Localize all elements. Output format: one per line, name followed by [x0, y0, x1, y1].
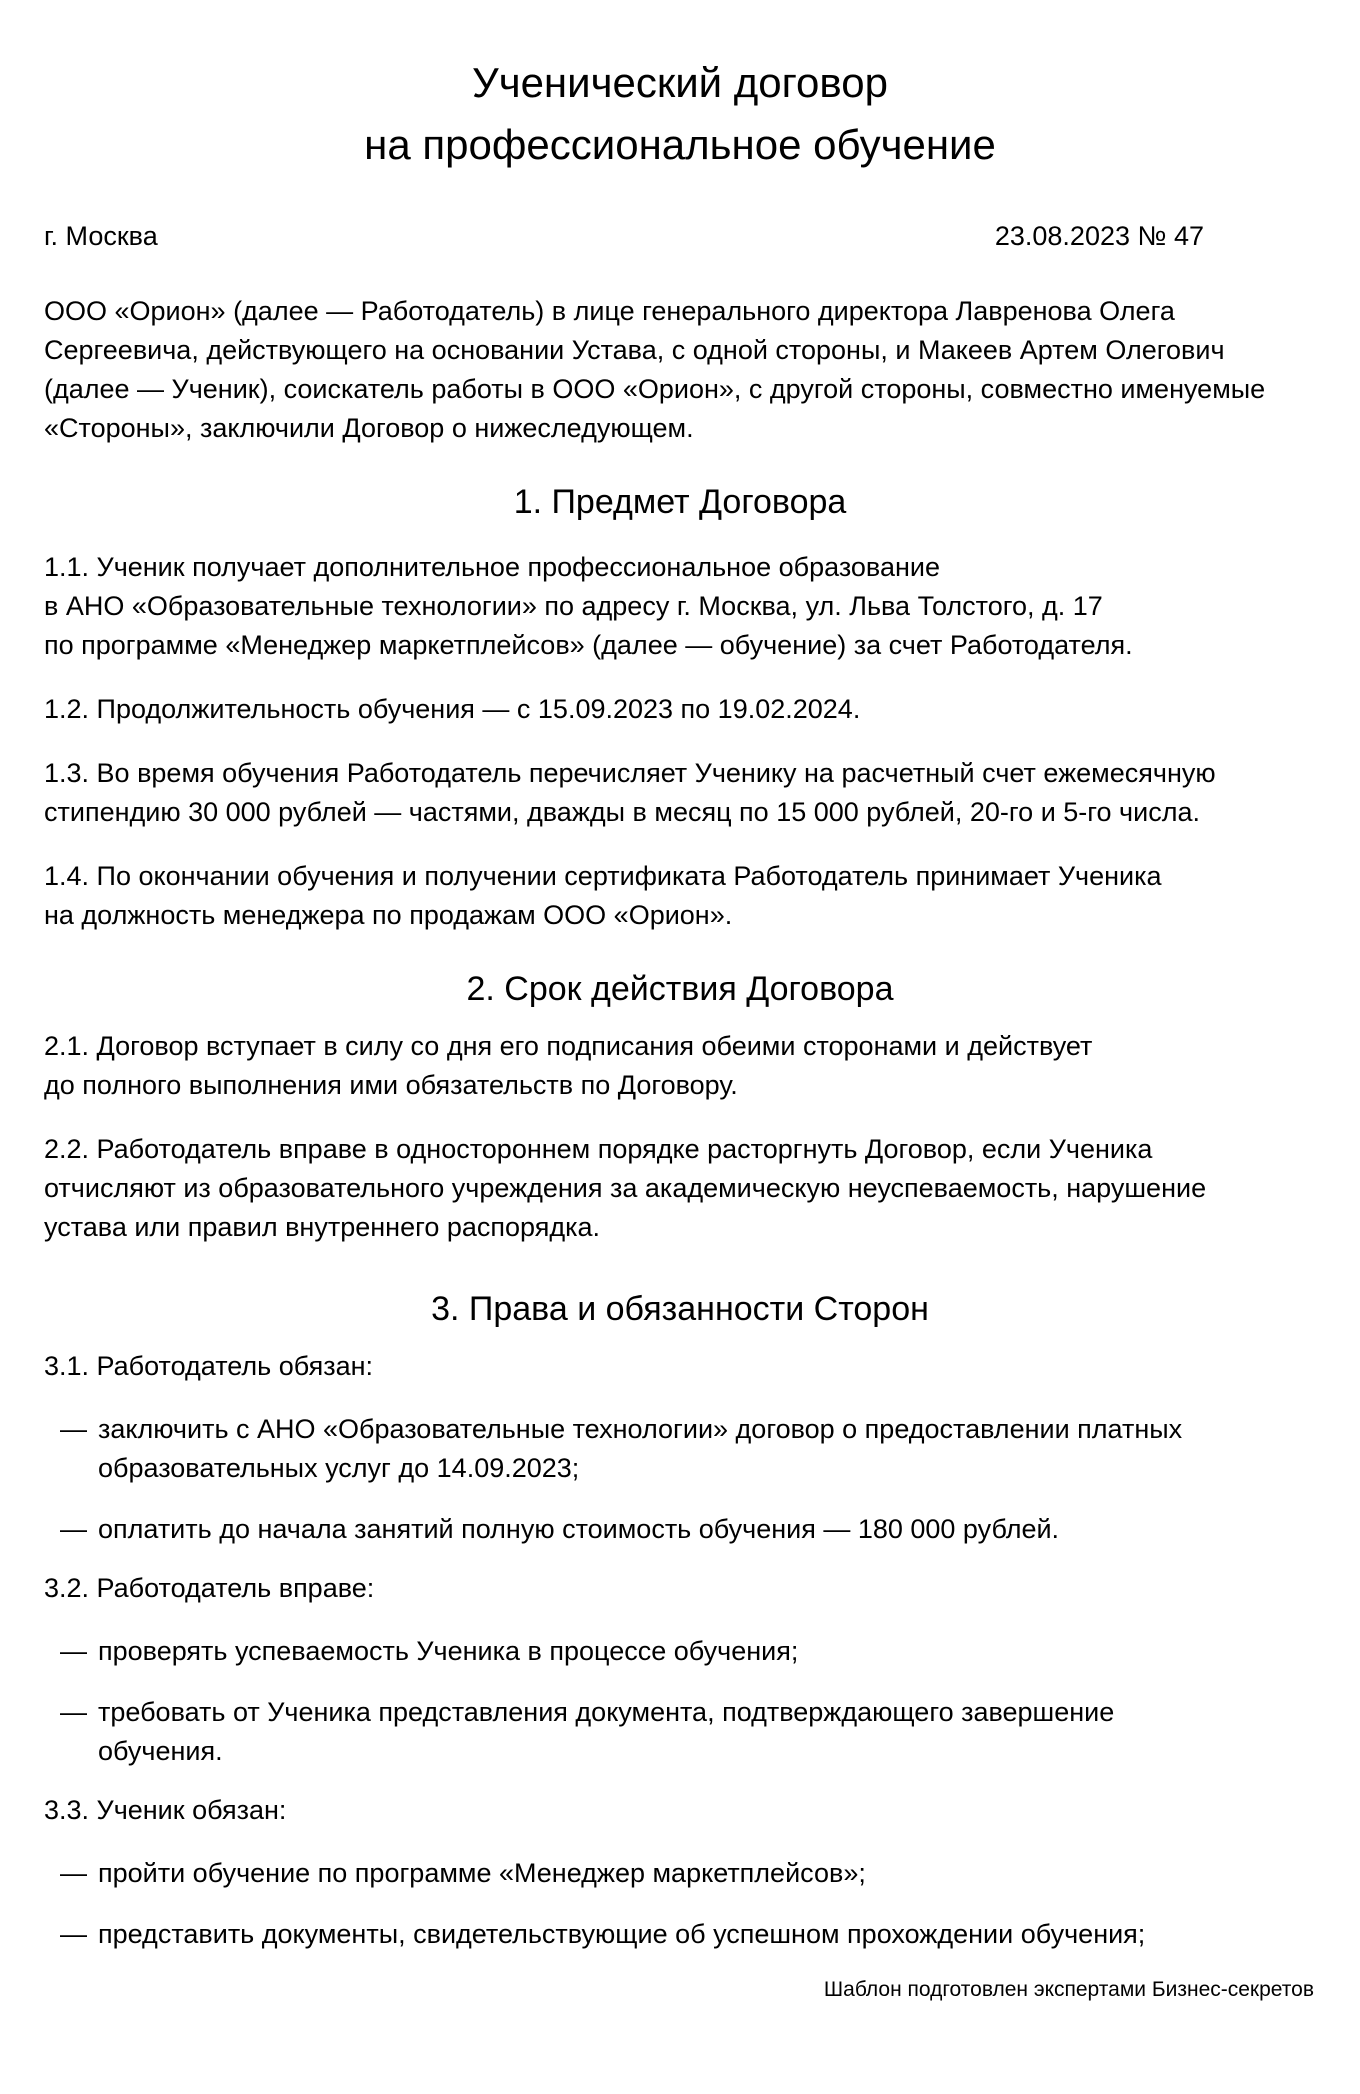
list-item: — заключить с АНО «Образовательные технологии» договор о предоставлении платных образовательных услуг до 14.09.2023;: [60, 1414, 1183, 1483]
clause-1-4: 1.4. По окончании обучения и получении сертификата Работодатель принимает Ученика на должность менеджера по продажам ООО «Орион».: [44, 861, 1162, 930]
section-1-heading: 1. Предмет Договора: [513, 483, 847, 521]
list-item: — оплатить до начала занятий полную стоимость обучения — 180 000 рублей.: [60, 1514, 1060, 1544]
clause-3-3: 3.3. Ученик обязан:: [44, 1795, 287, 1825]
list-item: — требовать от Ученика представления документа, подтверждающего завершение обучения.: [60, 1697, 1115, 1766]
title-line-1: Ученический договор: [472, 59, 888, 106]
list-item: — пройти обучение по программе «Менеджер маркетплейсов»;: [60, 1858, 866, 1888]
document-title: [44, 0, 1316, 176]
list-item: — представить документы, свидетельствующие об успешном прохождении обучения;: [60, 1919, 1146, 1949]
clause-1-3: 1.3. Во время обучения Работодатель перечисляет Ученику на расчетный счет ежемесячную стипендию 30 000 рублей — частями, дважды в месяц по 15 000 рублей, 20-го и 5-го числа.: [44, 758, 1216, 827]
intro-paragraph: ООО «Орион» (далее — Работодатель) в лице генерального директора Лавренова Олега Сергеевича, действующего на основании Устава, с одной стороны, и Макеев Артем Олегович (далее — Ученик), соискатель работы в ООО «Орион», с другой стороны, совместно именуемые «Стороны», заключили Договор о нижеследующем.: [44, 296, 1266, 443]
document-meta: [44, 216, 1316, 256]
date-number: 23.08.2023 № 47: [994, 221, 1204, 251]
clause-2-1: 2.1. Договор вступает в силу со дня его подписания обеими сторонами и действует до полного выполнения ими обязательств по Договору.: [44, 1031, 1093, 1100]
clause-1-2: 1.2. Продолжительность обучения — с 15.09.2023 по 19.02.2024.: [44, 694, 861, 724]
city: г. Москва: [44, 221, 158, 251]
clause-2-2: 2.2. Работодатель вправе в одностороннем порядке расторгнуть Договор, если Ученика отчисляют из образовательного учреждения за академическую неуспеваемость, нарушение устава или правил внутреннего распорядка.: [44, 1134, 1207, 1242]
clause-3-1: 3.1. Работодатель обязан:: [44, 1351, 374, 1381]
title-line-2: на профессиональное обучение: [364, 121, 996, 168]
section-2-heading: 2. Срок действия Договора: [466, 970, 894, 1008]
clause-3-2: 3.2. Работодатель вправе:: [44, 1573, 375, 1603]
clause-1-1: 1.1. Ученик получает дополнительное профессиональное образование в АНО «Образовательные технологии» по адресу г. Москва, ул. Льва Толстого, д. 17 по программе «Менеджер маркетплейсов» (далее — обучение) за счет Работодателя.: [44, 552, 1133, 660]
section-3-heading: 3. Права и обязанности Сторон: [431, 1290, 929, 1328]
list-item: — проверять успеваемость Ученика в процессе обучения;: [60, 1636, 799, 1666]
footer-credit: Шаблон подготовлен экспертами Бизнес-секретов: [823, 1978, 1314, 2001]
